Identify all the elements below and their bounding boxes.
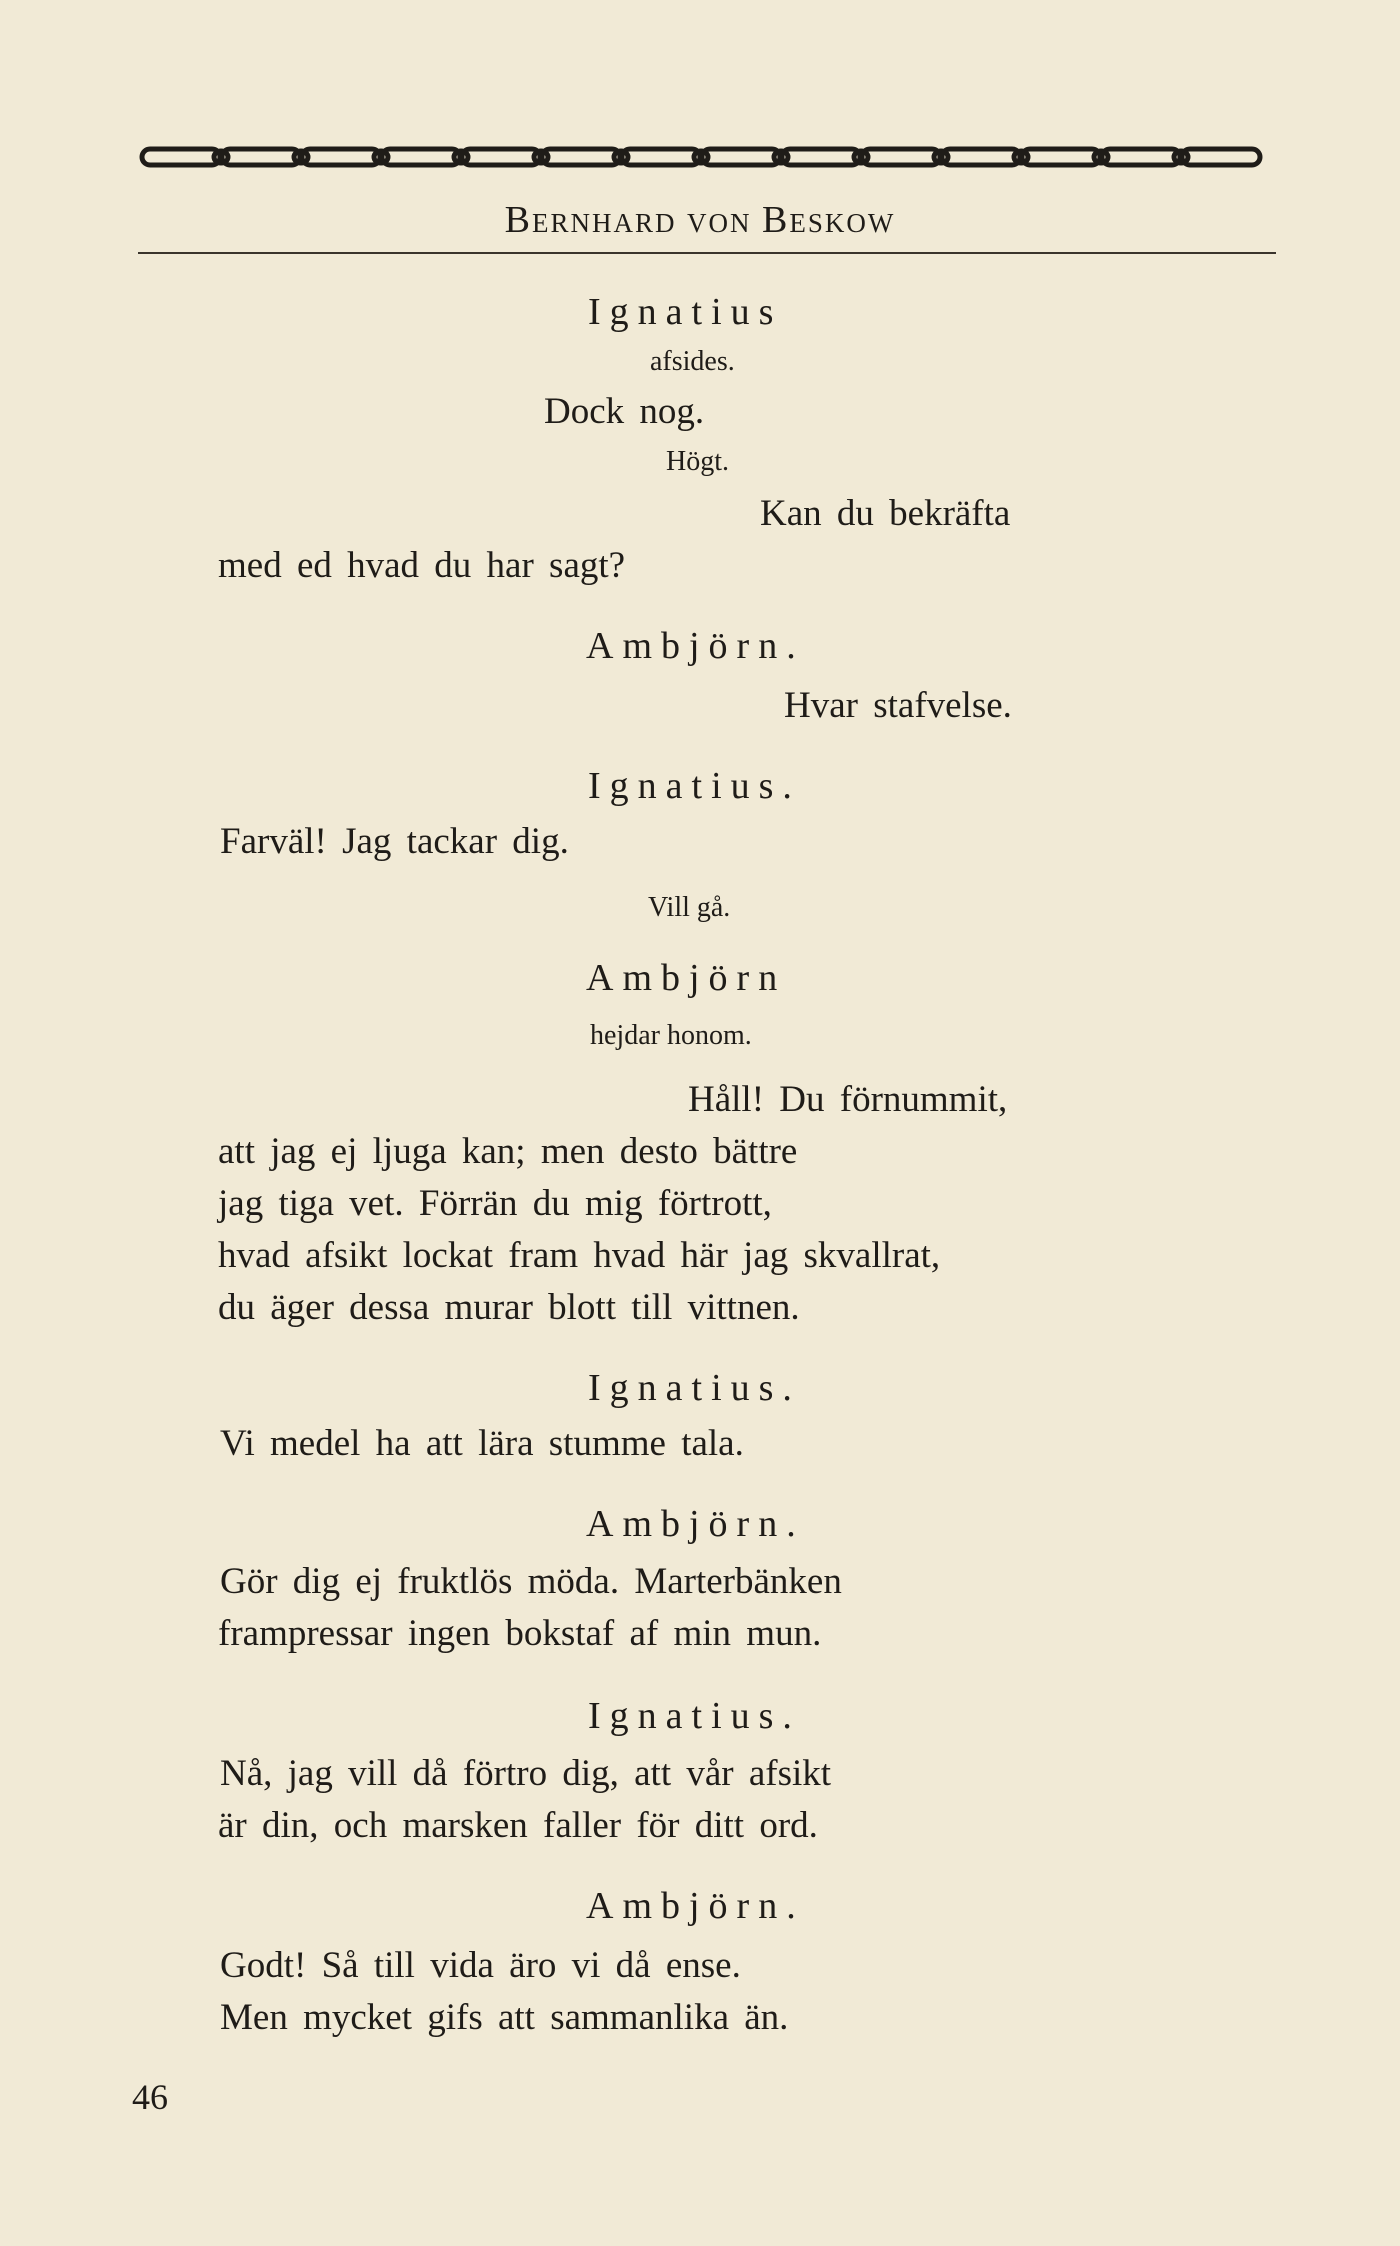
header-rule (138, 252, 1276, 254)
chain-link (302, 149, 380, 165)
verse-line: Vi medel ha att lära stumme tala. (220, 1423, 744, 1464)
page-number: 46 (132, 2077, 168, 2117)
verse-line: att jag ej ljuga kan; men desto bättre (218, 1131, 798, 1172)
chain-link (142, 149, 220, 165)
verse-line: Kan du bekräfta (760, 493, 1011, 534)
decorative-chain-ornament (138, 140, 1276, 174)
verse-line: är din, och marsken faller för ditt ord. (218, 1805, 818, 1846)
verse-line: Farväl! Jag tackar dig. (220, 821, 569, 862)
speaker-name: Ambjörn (586, 957, 787, 999)
verse-line: jag tiga vet. Förrän du mig förtrott, (218, 1183, 772, 1224)
stage-direction: afsides. (650, 346, 735, 377)
chain-link (1022, 149, 1100, 165)
running-header-author: BERNHARD VON BESKOW (504, 199, 896, 241)
verse-line: med ed hvad du har sagt? (218, 545, 626, 586)
verse-line: Håll! Du förnummit, (688, 1079, 1008, 1120)
speaker-name: Ignatius (588, 291, 783, 333)
stage-direction: Vill gå. (648, 892, 731, 923)
speaker-name: Ambjörn. (586, 1885, 805, 1927)
verse-line: hvad afsikt lockat fram hvad här jag skvallrat, (218, 1235, 941, 1276)
chain-link (622, 149, 700, 165)
verse-line: Men mycket gifs att sammanlika än. (220, 1997, 789, 2038)
speaker-name: Ignatius. (588, 1695, 801, 1737)
stage-direction: Högt. (666, 446, 729, 477)
speaker-name: Ambjörn. (586, 625, 805, 667)
verse-line: Gör dig ej fruktlös möda. Marterbänken (220, 1561, 842, 1602)
chain-link (1102, 149, 1180, 165)
speaker-name: Ignatius. (588, 1367, 801, 1409)
chain-link (862, 149, 940, 165)
verse-line: Dock nog. (544, 391, 705, 432)
stage-direction: hejdar honom. (590, 1020, 752, 1051)
verse-line: Nå, jag vill då förtro dig, att vår afsikt (220, 1753, 832, 1794)
verse-line: du äger dessa murar blott till vittnen. (218, 1287, 800, 1328)
verse-line: Godt! Så till vida äro vi då ense. (220, 1945, 741, 1986)
chain-link (942, 149, 1020, 165)
chain-link (702, 149, 780, 165)
chain-link (1182, 149, 1260, 165)
chain-link (462, 149, 540, 165)
verse-line: Hvar stafvelse. (784, 685, 1012, 726)
verse-line: frampressar ingen bokstaf af min mun. (218, 1613, 822, 1654)
chain-link (782, 149, 860, 165)
chain-link (542, 149, 620, 165)
speaker-name: Ambjörn. (586, 1503, 805, 1545)
speaker-name: Ignatius. (588, 765, 801, 807)
chain-link (222, 149, 300, 165)
chain-link (382, 149, 460, 165)
